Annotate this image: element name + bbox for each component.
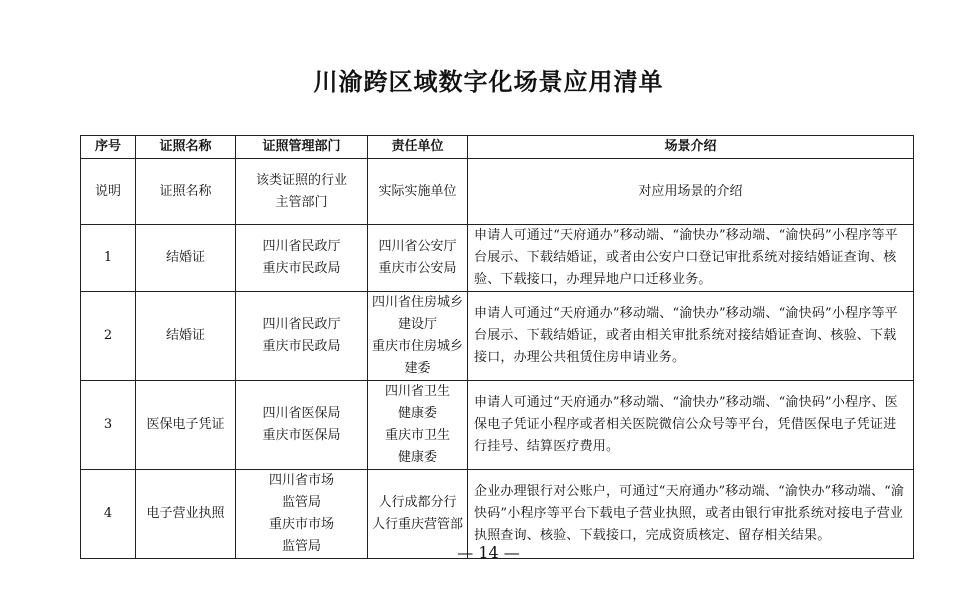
row-name: 电子营业执照 [136, 470, 236, 559]
row-name: 结婚证 [136, 225, 236, 292]
row-unit-line: 四川省住房城乡 [372, 295, 464, 310]
row-no: 1 [81, 225, 136, 292]
row-dept-line: 重庆市医保局 [262, 428, 341, 443]
header-row [81, 136, 914, 159]
explain-name: 证照名称 [136, 159, 236, 225]
row-dept [236, 225, 368, 292]
row-intro: 申请人可通过“天府通办”移动端、“渝快办”移动端、“渝快码”小程序、医保电子凭证小程序或者相关医院微信公众号等平台，凭借医保电子凭证进行挂号、结算医疗费用。 [468, 381, 914, 470]
row-dept-line: 重庆市民政局 [262, 261, 341, 276]
table-row [81, 225, 914, 292]
row-dept-line: 重庆市民政局 [262, 339, 341, 354]
table-row [81, 292, 914, 381]
explain-dept-line: 主管部门 [275, 194, 328, 210]
row-name: 医保电子凭证 [136, 381, 236, 470]
row-unit [368, 292, 468, 381]
row-unit-line: 重庆市公安局 [378, 261, 457, 276]
row-dept [236, 381, 368, 470]
explain-intro: 对应用场景的介绍 [468, 159, 914, 225]
row-unit-line: 建设厅 [397, 317, 437, 332]
row-dept [236, 292, 368, 381]
row-dept-line: 四川省医保局 [262, 406, 341, 421]
row-unit-line: 四川省卫生 [384, 384, 450, 399]
row-unit-line: 重庆市卫生 [384, 428, 450, 443]
page-number: — 14 — [457, 543, 520, 562]
explain-dept [236, 159, 368, 225]
row-dept-line: 重庆市市场 [268, 517, 334, 532]
row-name: 结婚证 [136, 292, 236, 381]
row-dept-line: 四川省民政厅 [262, 239, 341, 254]
row-dept-line: 四川省民政厅 [262, 317, 341, 332]
row-dept-line: 监管局 [281, 495, 321, 510]
row-no: 2 [81, 292, 136, 381]
row-unit-line: 重庆市住房城乡 [372, 339, 464, 354]
row-unit-line: 建委 [404, 361, 431, 376]
explain-unit: 实际实施单位 [368, 159, 468, 225]
row-intro: 申请人可通过“天府通办”移动端、“渝快办”移动端、“渝快码”小程序等平台展示、下载结婚证，或者由相关审批系统对接结婚证查询、核验、下载接口，办理公共租赁住房申请业务。 [468, 292, 914, 381]
row-unit-line: 人行成都分行 [378, 495, 457, 510]
row-no: 4 [81, 470, 136, 559]
row-dept-line: 监管局 [281, 539, 321, 554]
header-no: 序号 [81, 136, 136, 159]
row-unit-line: 人行重庆营管部 [372, 517, 464, 532]
scenario-table [80, 135, 914, 559]
explain-row [81, 159, 914, 225]
explain-no: 说明 [81, 159, 136, 225]
explain-dept-line: 该类证照的行业 [255, 172, 347, 188]
row-dept-line: 四川省市场 [268, 473, 334, 488]
row-intro: 企业办理银行对公账户，可通过“天府通办”移动端、“渝快办”移动端、“渝快码”小程序等平台下载电子营业执照，或者由银行审批系统对接电子营业执照查询、核验、下载接口，完成资质核定、留存相关结果。 [468, 470, 914, 559]
header-dept: 证照管理部门 [236, 136, 368, 159]
row-unit [368, 225, 468, 292]
header-unit: 责任单位 [368, 136, 468, 159]
row-unit-line: 健康委 [397, 406, 437, 421]
row-unit [368, 381, 468, 470]
header-intro: 场景介绍 [468, 136, 914, 159]
row-unit-line: 四川省公安厅 [378, 239, 457, 254]
page-title: 川渝跨区域数字化场景应用清单 [313, 68, 664, 96]
row-no: 3 [81, 381, 136, 470]
row-intro: 申请人可通过“天府通办”移动端、“渝快办”移动端、“渝快码”小程序等平台展示、下载结婚证，或者由公安户口登记审批系统对接结婚证查询、核验、下载接口，办理异地户口迁移业务。 [468, 225, 914, 292]
header-name: 证照名称 [136, 136, 236, 159]
row-unit-line: 健康委 [397, 450, 437, 465]
table-row [81, 381, 914, 470]
